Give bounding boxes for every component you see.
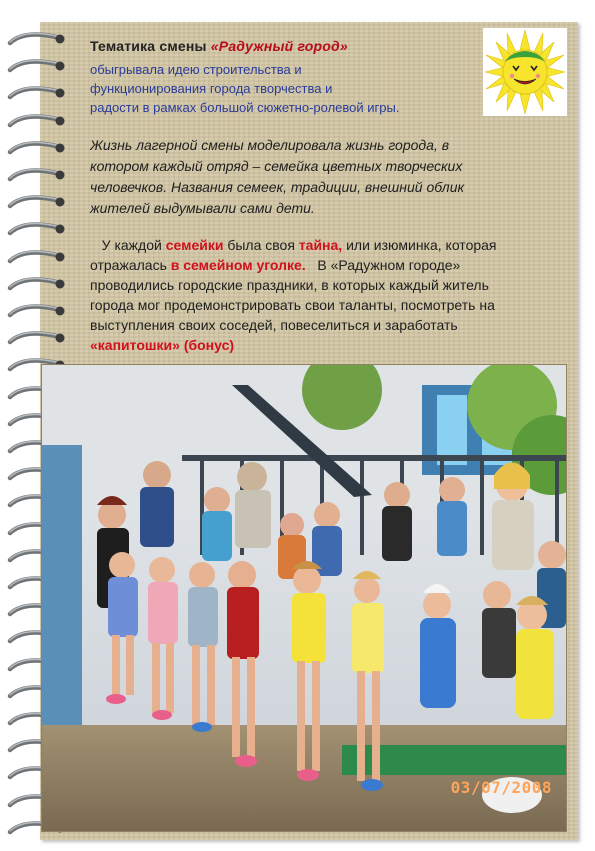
spiral-binding-ring-icon	[4, 273, 70, 293]
title-highlight: «Радужный город»	[210, 38, 348, 54]
spiral-binding-ring-icon	[4, 55, 70, 75]
spiral-binding-ring-icon	[4, 327, 70, 347]
paragraph-line: Жизнь лагерной смены моделировала жизнь города, в	[90, 137, 450, 153]
spiral-binding-ring-icon	[4, 164, 70, 184]
paragraph-line: проводились городские праздники, в которых каждый житель	[90, 277, 489, 293]
text-span: отражалась	[90, 257, 171, 273]
group-photo	[41, 364, 567, 832]
text-span: или изюминка, которая	[342, 237, 497, 253]
paragraph-line: выступления своих соседей, повеселиться и заработать	[90, 317, 458, 333]
spiral-binding-ring-icon	[4, 28, 70, 48]
paragraph-line: человечков. Названия семеек, традиции, внешний облик	[90, 179, 465, 195]
spiral-binding-ring-icon	[4, 137, 70, 157]
paragraph-line: города мог продемонстрировать свои таланты, посмотреть на	[90, 297, 495, 313]
camp-life-paragraph	[90, 135, 560, 219]
paragraph-line: жителей выдумывали сами дети.	[90, 200, 315, 216]
text-span: В «Радужном городе»	[305, 257, 461, 273]
spiral-binding-ring-icon	[4, 110, 70, 130]
intro-line: функционирования города творчества и	[90, 81, 333, 96]
spiral-binding-ring-icon	[4, 246, 70, 266]
intro-line: обыгрывала идею строительства и	[90, 62, 302, 77]
text-span: У каждой	[90, 237, 166, 253]
spiral-binding-ring-icon	[4, 191, 70, 211]
sun-smiley-icon	[483, 28, 567, 116]
highlight-bonus: «капитошки» (бонус)	[90, 337, 235, 353]
paragraph-line: котором каждый отряд – семейка цветных творческих	[90, 158, 463, 174]
spiral-binding-ring-icon	[4, 300, 70, 320]
spiral-binding-ring-icon	[4, 82, 70, 102]
families-paragraph	[90, 235, 560, 355]
highlight-secret: тайна,	[298, 237, 343, 253]
paragraph-line	[90, 255, 560, 275]
page-title	[90, 38, 470, 54]
photo-date-stamp: 03/07/2008	[450, 778, 552, 797]
intro-text	[90, 60, 490, 117]
intro-line: радости в рамках большой сюжетно-ролевой игры.	[90, 100, 400, 115]
spiral-binding-ring-icon	[4, 218, 70, 238]
paragraph-line	[90, 335, 560, 355]
highlight-family-corner: в семейном уголке.	[170, 257, 306, 273]
title-prefix: Тематика смены	[90, 38, 211, 54]
text-span: была своя	[223, 237, 299, 253]
paragraph-line	[90, 235, 560, 255]
highlight-families: семейки	[165, 237, 224, 253]
